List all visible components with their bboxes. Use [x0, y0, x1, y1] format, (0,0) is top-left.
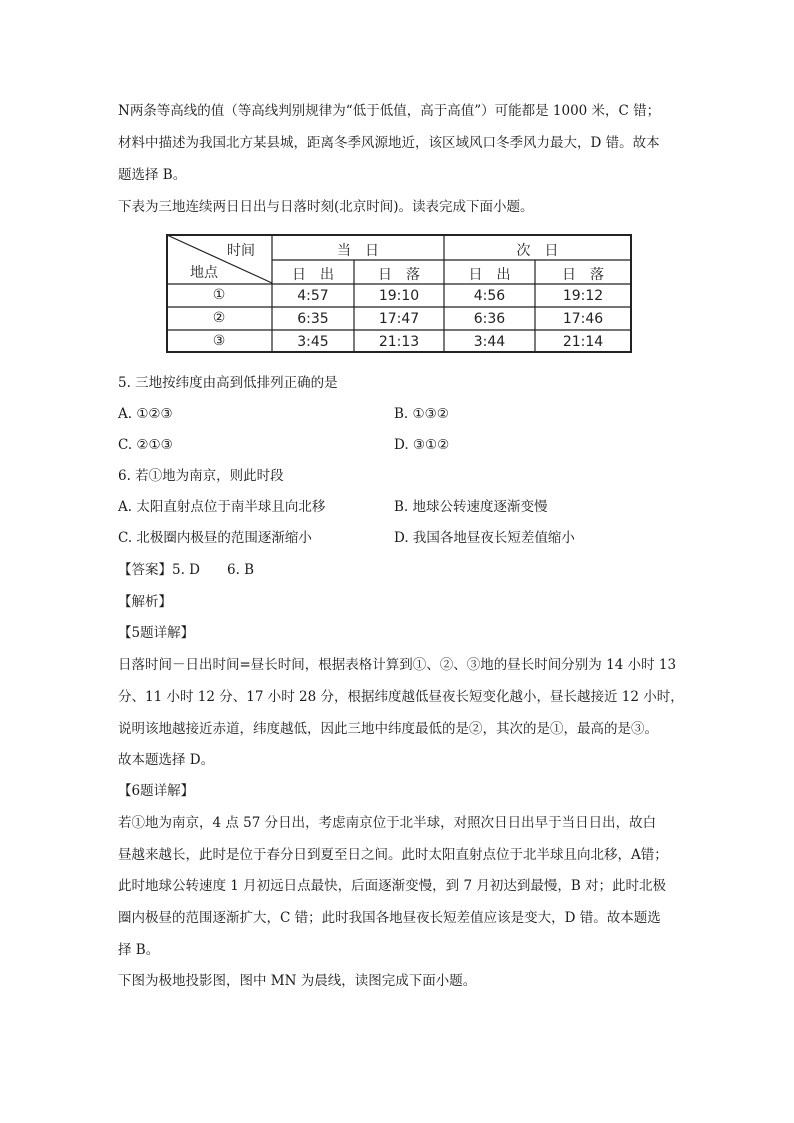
row-place: ③: [212, 333, 226, 349]
header-next-day: 次 日: [516, 243, 559, 259]
text-line: 日落时间－日出时间=昼长时间，根据表格计算到①、②、③地的昼长时间分别为 14 小时 13: [118, 657, 677, 673]
text-line: 故本题选择 D。: [118, 752, 215, 768]
text-line: 此时地球公转速度 1 月初远日点最快，后面逐渐变慢，到 7 月初达到最慢，B 对；此时北极: [118, 878, 667, 894]
text-line: 昼越来越长，此时是位于春分日到夏至日之间。此时太阳直射点位于北半球且向北移，A错；: [118, 847, 668, 863]
subheader-sunset: 日 落: [562, 267, 604, 283]
detail-5-title: 【5题详解】: [118, 625, 195, 641]
answer-line: 【答案】5. D 6. B: [118, 562, 255, 578]
option-a: A. 太阳直射点位于南半球且向北移: [118, 499, 326, 515]
option-d: D. ③①②: [394, 437, 450, 453]
text-line: 分、11 小时 12 分、17 小时 28 分，根据纬度越低昼夜长短变化越小，昼长越接近 12 小时，: [118, 689, 684, 705]
row-place: ①: [212, 287, 226, 303]
option-c: C. 北极圈内极昼的范围逐渐缩小: [118, 530, 312, 546]
table-cell: 21:13: [378, 334, 420, 350]
table-cell: 21:14: [562, 334, 604, 350]
table-cell: 17:46: [562, 311, 604, 327]
text-line: 圈内极昼的范围逐渐扩大，C 错；此时我国各地昼夜长短差值应该是变大，D 错。故本题选: [118, 910, 661, 926]
table-cell: 6:35: [297, 311, 329, 327]
text-line: 材料中描述为我国北方某县城，距离冬季风源地近，该区域风口冬季风力最大，D 错。故本: [118, 135, 660, 151]
analysis-heading: 【解析】: [118, 594, 172, 610]
row-place: ②: [212, 310, 226, 326]
table-cell: 19:12: [562, 288, 604, 304]
closing-line: 下图为极地投影图，图中 MN 为晨线，读图完成下面小题。: [118, 973, 477, 989]
table-cell: 4:57: [297, 288, 329, 304]
table-cell: 3:45: [297, 334, 329, 350]
option-c: C. ②①③: [118, 437, 173, 453]
text-line: 题选择 B。: [118, 167, 187, 183]
text-line: 若①地为南京，4 点 57 分日出，考虑南京位于北半球，对照次日日出早于当日日出，故白: [118, 815, 657, 831]
sunrise-sunset-table: [166, 234, 632, 353]
table-cell: 6:36: [473, 311, 506, 327]
header-today: 当 日: [337, 243, 379, 259]
option-b: B. ①③②: [394, 406, 449, 422]
detail-6-title: 【6题详解】: [118, 783, 195, 799]
question-6-stem: 6. 若①地为南京，则此时段: [118, 468, 284, 484]
subheader-sunset: 日 落: [378, 267, 420, 283]
corner-place-label: 地点: [190, 265, 218, 281]
option-b: B. 地球公转速度逐渐变慢: [394, 499, 548, 515]
subheader-sunrise: 日 出: [468, 267, 511, 283]
table-cell: 17:47: [378, 311, 420, 327]
corner-time-label: 时间: [227, 243, 255, 259]
table-cell: 4:56: [473, 288, 506, 304]
question-5-stem: 5. 三地按纬度由高到低排列正确的是: [118, 375, 338, 391]
option-a: A. ①②③: [118, 406, 173, 422]
text-line: 说明该地越接近赤道，纬度越低，因此三地中纬度最低的是②，其次的是①，最高的是③。: [118, 721, 658, 737]
subheader-sunrise: 日 出: [292, 267, 334, 283]
table-cell: 19:10: [378, 288, 420, 304]
table-intro: 下表为三地连续两日日出与日落时刻(北京时间)。读表完成下面小题。: [118, 199, 534, 215]
text-line: 择 B。: [118, 942, 160, 958]
text-line: N两条等高线的值（等高线判别规律为“低于低值，高于高值”）可能都是 1000 米，C 错；: [118, 103, 661, 119]
table-cell: 3:44: [473, 334, 506, 350]
option-d: D. 我国各地昼夜长短差值缩小: [394, 530, 575, 546]
